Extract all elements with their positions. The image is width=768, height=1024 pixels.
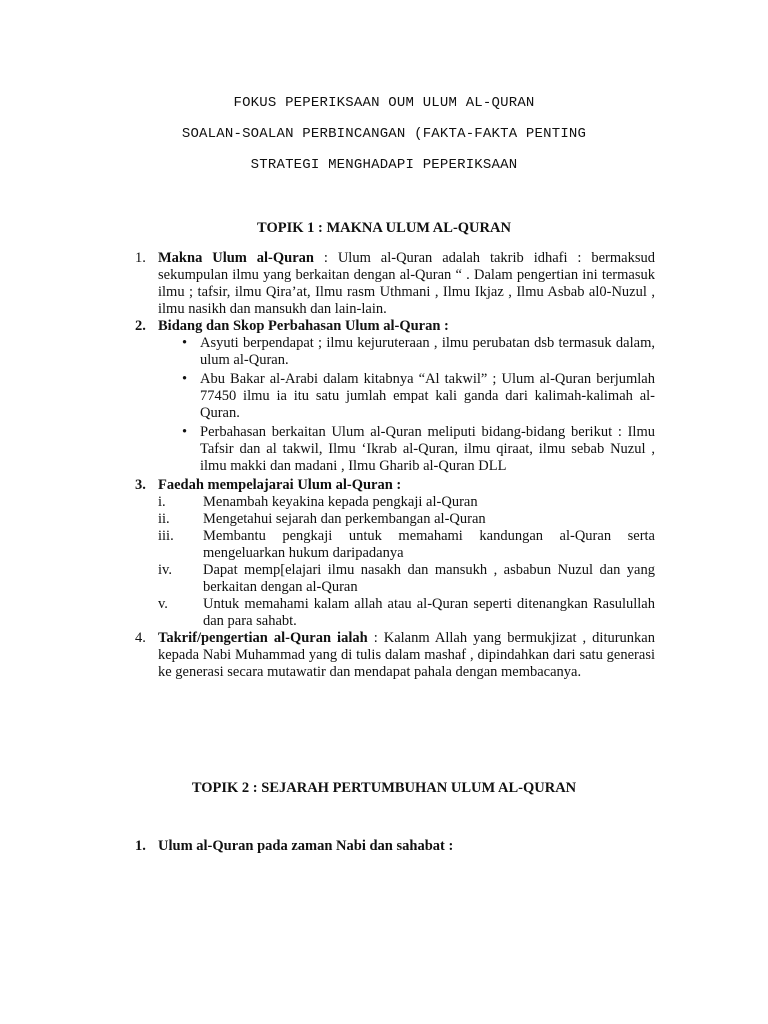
item-heading: Takrif/pengertian al-Quran ialah (158, 630, 368, 646)
bullet-item: • Perbahasan berkaitan Ulum al-Quran meliputi bidang-bidang berikut : Ilmu Tafsir dan al takwil, Ilmu ‘Ikrab al-Quran, ilmu qiraat, ilmu sebab Nuzul , ilmu makki dan madani , Ilmu Gharib al-Quran DLL (180, 424, 655, 475)
topic-2-item-1 (135, 838, 453, 855)
roman-item (158, 528, 655, 562)
item-number: 1. (135, 838, 146, 854)
topic-1-list (135, 250, 655, 681)
item-number: 4. (135, 630, 146, 646)
item-text: : Kalanm Allah yang bermukjizat , diturunkan kepada Nabi Muhammad yang di tulis dalam mashaf , dipindahkan dari satu generasi ke generasi secara mutawatir dan mendapat pahala dengan membacanya. (158, 630, 655, 680)
item-heading: Bidang dan Skop Perbahasan Ulum al-Quran : (158, 318, 449, 334)
item-heading: Makna Ulum al-Quran (158, 250, 314, 266)
item-number: 2. (135, 318, 146, 334)
topic-2-title: TOPIK 2 : SEJARAH PERTUMBUHAN ULUM AL-QURAN (191, 780, 577, 796)
roman-text: Dapat memp[elajari ilmu nasakh dan mansukh , asbabun Nuzul dan yang berkaitan dengan al-Quran (203, 562, 655, 595)
bullet-list (158, 335, 655, 475)
item-heading: Faedah mempelajarai Ulum al-Quran : (158, 477, 402, 493)
list-item-3 (135, 477, 655, 630)
bullet-item: • Asyuti berpendapat ; ilmu kejuruteraan , ilmu perubatan dsb termasuk dalam, ulum al-Quran. (180, 335, 655, 369)
topic-1-title: TOPIK 1 : MAKNA ULUM AL-QURAN (257, 220, 511, 236)
item-number: 3. (135, 477, 146, 493)
header-line-2: SOALAN-SOALAN PERBINCANGAN (FAKTA-FAKTA PENTING (181, 126, 587, 142)
roman-text: Membantu pengkaji untuk memahami kandungan al-Quran serta mengeluarkan hukum daripadanya (203, 528, 655, 561)
roman-item (158, 494, 655, 511)
roman-item (158, 511, 655, 528)
header-line-1: FOKUS PEPERIKSAAN OUM ULUM AL-QURAN (233, 95, 535, 111)
roman-numeral: i. (158, 494, 166, 510)
item-number: 1. (135, 250, 146, 266)
header-line-3: STRATEGI MENGHADAPI PEPERIKSAAN (250, 157, 518, 173)
item-text: : Ulum al-Quran adalah takrib idhafi : bermaksud sekumpulan ilmu yang berkaitan dengan al-Quran “ . Dalam pengertian ini termasuk ilmu ; tafsir, ilmu Qira’at, Ilmu rasm Uthmani , Ilmu Ikjaz , Ilmu Asbab al0-Nuzul , ilmu nasikh dan mansukh dan lain-lain. (158, 250, 655, 317)
roman-numeral: ii. (158, 511, 170, 527)
roman-numeral: iii. (158, 528, 174, 544)
roman-text: Untuk memahami kalam allah atau al-Quran seperti ditenangkan Rasulullah dan para sahabt. (203, 596, 655, 629)
roman-numeral: iv. (158, 562, 172, 578)
roman-item (158, 562, 655, 596)
item-heading: Ulum al-Quran pada zaman Nabi dan sahabat : (158, 838, 454, 854)
roman-numeral: v. (158, 596, 168, 612)
roman-text: Menambah keyakina kepada pengkaji al-Quran (203, 494, 478, 510)
list-item-1 (135, 250, 655, 318)
list-item-2 (135, 318, 655, 475)
roman-list (158, 494, 655, 630)
roman-text: Mengetahui sejarah dan perkembangan al-Quran (203, 511, 486, 527)
roman-item (158, 596, 655, 630)
bullet-item: • Abu Bakar al-Arabi dalam kitabnya “Al takwil” ; Ulum al-Quran berjumlah 77450 ilmu ia itu satu jumlah empat kali ganda dari kalimah-kalimah al-Quran. (180, 371, 655, 422)
list-item-4 (135, 630, 655, 681)
